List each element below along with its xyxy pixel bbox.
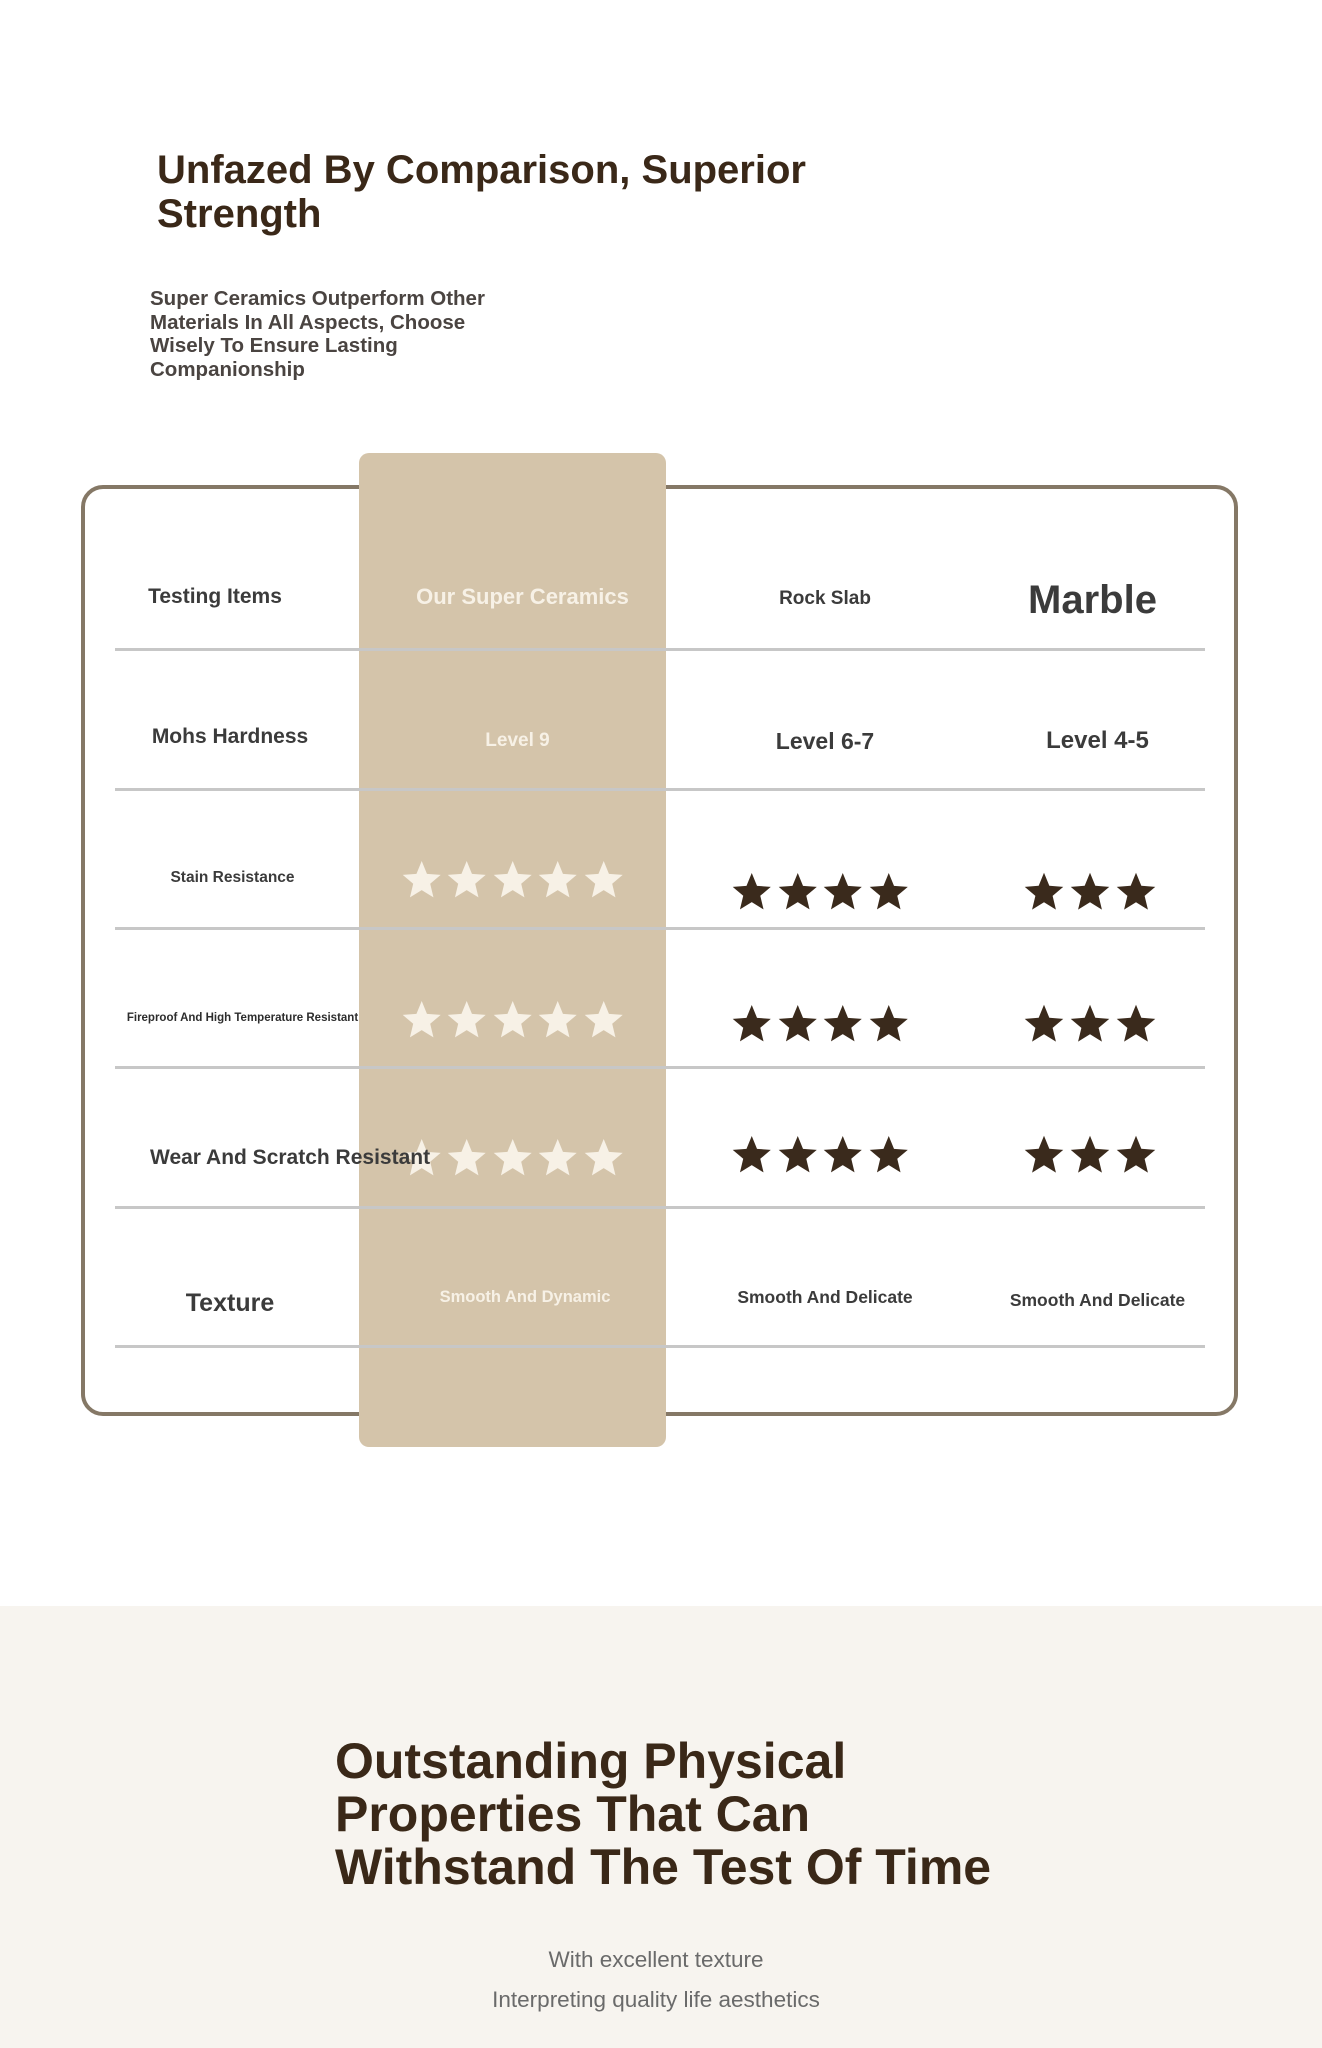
star-icon (730, 870, 774, 914)
row-label-fireproof: Fireproof And High Temperature Resistant (126, 1012, 359, 1024)
star-icon (445, 1136, 488, 1180)
marble-fireproof-rating (1020, 999, 1160, 1049)
rock-wear-rating (730, 1130, 910, 1180)
star-icon (400, 998, 443, 1042)
tagline-line-1: With excellent texture (548, 1947, 764, 1972)
header-rock-slab: Rock Slab (779, 588, 871, 609)
star-icon (1068, 1002, 1112, 1046)
row-label-texture: Texture (185, 1288, 275, 1317)
star-icon (1022, 1002, 1066, 1046)
row-divider (115, 788, 1205, 791)
rock-hardness-value: Level 6-7 (775, 727, 875, 754)
star-icon (776, 1133, 820, 1177)
row-divider (115, 927, 1205, 930)
marble-stain-rating (1020, 867, 1160, 917)
ceramics-stain-rating (400, 855, 625, 905)
star-icon (867, 870, 911, 914)
marble-hardness-value: Level 4-5 (1046, 727, 1149, 754)
star-icon (1068, 870, 1112, 914)
star-icon (776, 1002, 820, 1046)
star-icon (1114, 870, 1158, 914)
row-divider (115, 648, 1205, 651)
rock-stain-rating (730, 867, 910, 917)
row-label-stain-resistance: Stain Resistance (170, 869, 295, 886)
row-label-wear-scratch: Wear And Scratch Resistant (150, 1146, 431, 1169)
row-divider (115, 1066, 1205, 1069)
star-icon (1022, 1133, 1066, 1177)
star-icon (867, 1133, 911, 1177)
star-icon (491, 998, 534, 1042)
star-icon (776, 870, 820, 914)
ceramics-fireproof-rating (400, 995, 625, 1045)
star-icon (582, 858, 625, 902)
star-icon (867, 1002, 911, 1046)
star-icon (491, 858, 534, 902)
row-label-mohs-hardness: Mohs Hardness (151, 725, 309, 748)
star-icon (821, 870, 865, 914)
star-icon (582, 1136, 625, 1180)
star-icon (445, 858, 488, 902)
ceramics-texture-value: Smooth And Dynamic (439, 1287, 611, 1306)
star-icon (536, 858, 579, 902)
ceramics-hardness-value: Level 9 (485, 730, 550, 751)
star-icon (821, 1002, 865, 1046)
star-icon (1068, 1133, 1112, 1177)
star-icon (1114, 1002, 1158, 1046)
header-our-super-ceramics: Our Super Ceramics (416, 584, 629, 609)
star-icon (1114, 1133, 1158, 1177)
header-testing-items: Testing Items (148, 585, 282, 608)
star-icon (536, 998, 579, 1042)
star-icon (445, 998, 488, 1042)
star-icon (582, 998, 625, 1042)
star-icon (491, 1136, 534, 1180)
star-icon (821, 1133, 865, 1177)
rock-texture-value: Smooth And Delicate (737, 1286, 913, 1307)
row-divider (115, 1206, 1205, 1209)
star-icon (1022, 870, 1066, 914)
ceramics-wear-rating (400, 1133, 625, 1183)
rock-fireproof-rating (730, 999, 910, 1049)
star-icon (730, 1133, 774, 1177)
header-marble: Marble (1028, 577, 1157, 622)
marble-texture-value: Smooth And Delicate (1009, 1289, 1186, 1310)
section-title: Outstanding Physical Properties That Can Withstand The Test Of Time (335, 1733, 992, 1895)
marble-wear-rating (1020, 1130, 1160, 1180)
star-icon (400, 858, 443, 902)
page-title: Unfazed By Comparison, Superior Strength (157, 148, 806, 236)
row-divider (115, 1345, 1205, 1348)
tagline-line-2: Interpreting quality life aesthetics (492, 1987, 820, 2012)
page-subtitle: Super Ceramics Outperform Other Materials In All Aspects, Choose Wisely To Ensure Lasting Companionship (150, 287, 485, 381)
star-icon (536, 1136, 579, 1180)
star-icon (730, 1002, 774, 1046)
